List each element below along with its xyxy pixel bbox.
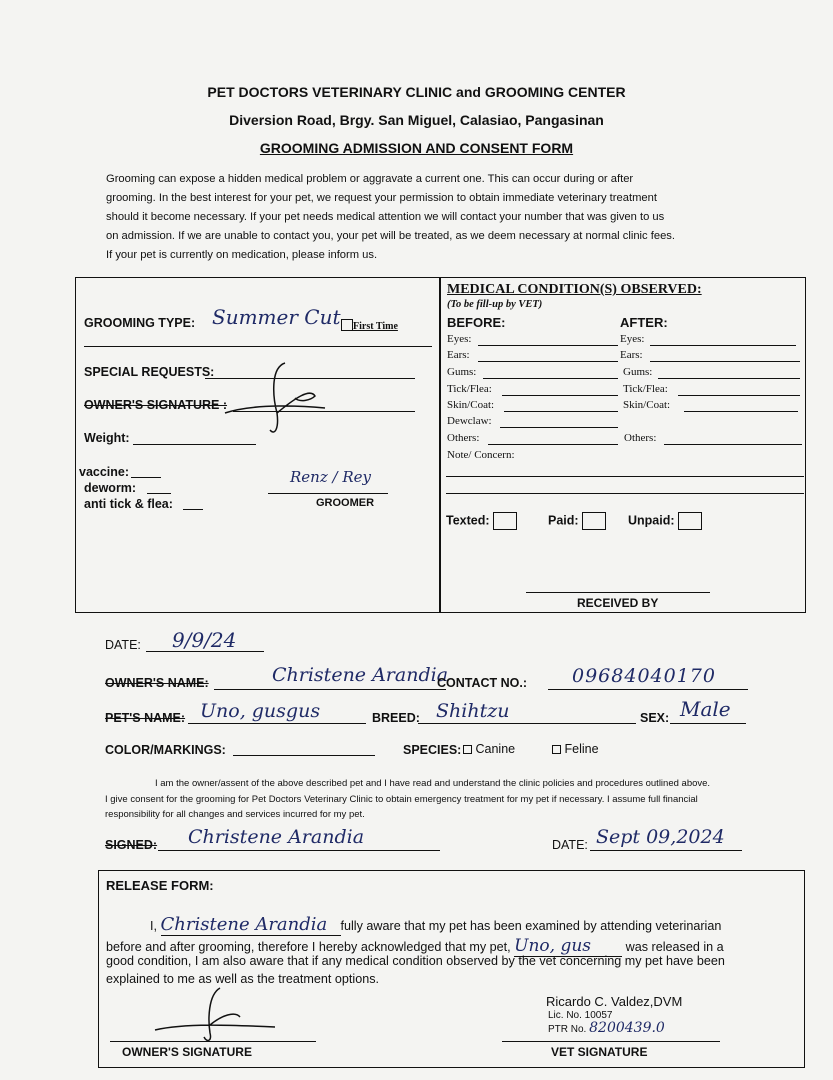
- breed-label: BREED:: [372, 711, 420, 725]
- special-requests-label: SPECIAL REQUESTS:: [84, 365, 215, 379]
- texted-label: Texted:: [446, 513, 490, 528]
- after-eyes-label: Eyes:: [620, 333, 645, 345]
- after-ears-label: Ears:: [620, 349, 643, 361]
- weight-label: Weight:: [84, 431, 130, 445]
- owner-signature-label: OWNER'S SIGNATURE :: [84, 398, 228, 412]
- signed-label: SIGNED:: [105, 838, 158, 852]
- note-line-1[interactable]: [446, 476, 804, 477]
- grooming-extra-line[interactable]: [84, 346, 432, 347]
- intro-line: on admission. If we are unable to contact you, your pet will be treated, as we deem necessary at normal clinic fees.: [106, 230, 675, 242]
- contact-label: CONTACT NO.:: [437, 676, 528, 690]
- intro-line: grooming. In the best interest for your pet, we request your permission to obtain immediate veterinary treatment: [106, 192, 657, 204]
- owner-signature-scribble: [215, 358, 330, 438]
- release-line-4: explained to me as well as the treatment options.: [106, 972, 380, 986]
- note-label: Note/ Concern:: [447, 449, 515, 461]
- before-ears-line[interactable]: [478, 361, 618, 362]
- release-i-label: I,: [150, 919, 157, 933]
- paid-option[interactable]: [548, 512, 606, 530]
- sex-label: SEX:: [640, 711, 670, 725]
- texted-checkbox[interactable]: [493, 512, 517, 530]
- after-skin-label: Skin/Coat:: [623, 399, 671, 411]
- owner-name-line[interactable]: [214, 689, 446, 690]
- signed-date-value: Sept 09,2024: [596, 826, 725, 848]
- release-owner-signature: [150, 985, 280, 1045]
- vet-name: Ricardo C. Valdez,DVM: [546, 994, 683, 1009]
- date-label: DATE:: [105, 638, 141, 652]
- consent-line-3: responsibility for all changes and services incurred for my pet.: [105, 809, 365, 820]
- vaccine-label: vaccine:: [79, 465, 130, 479]
- before-gums-line[interactable]: [483, 378, 618, 379]
- owner-signature-release-line[interactable]: [110, 1041, 316, 1042]
- unpaid-label: Unpaid:: [628, 513, 675, 528]
- after-tick-label: Tick/Flea:: [623, 383, 668, 395]
- vet-ptr-value: 8200439.0: [589, 1020, 665, 1036]
- clinic-name: PET DOCTORS VETERINARY CLINIC and GROOMING CENTER: [207, 84, 626, 100]
- deworm-line[interactable]: [147, 493, 171, 494]
- groomer-label: GROOMER: [316, 497, 375, 509]
- breed-line[interactable]: [418, 723, 636, 724]
- before-dewclaw-line[interactable]: [500, 427, 618, 428]
- unpaid-checkbox[interactable]: [678, 512, 702, 530]
- medical-title: MEDICAL CONDITION(S) OBSERVED:: [447, 282, 702, 297]
- owner-name-value: Christene Arandia: [272, 664, 449, 686]
- before-skin-line[interactable]: [504, 411, 618, 412]
- unpaid-option[interactable]: [628, 512, 702, 530]
- weight-line[interactable]: [133, 444, 256, 445]
- pet-name-label: PET'S NAME:: [105, 711, 186, 725]
- release-title: RELEASE FORM:: [106, 878, 214, 893]
- before-eyes-label: Eyes:: [447, 333, 472, 345]
- intro-paragraph: [106, 170, 756, 265]
- anti-tick-line[interactable]: [183, 509, 203, 510]
- release-line-3: good condition, I am also aware that if any medical condition observed by the vet concerning my pet have been: [106, 954, 725, 968]
- color-label: COLOR/MARKINGS:: [105, 743, 226, 757]
- feline-label: Feline: [564, 742, 599, 756]
- medical-subtitle: (To be fill-up by VET): [447, 299, 543, 310]
- vet-ptr: [548, 1020, 665, 1036]
- after-label: AFTER:: [620, 315, 668, 330]
- before-eyes-line[interactable]: [478, 345, 618, 346]
- after-eyes-line[interactable]: [650, 345, 796, 346]
- owner-name-label: OWNER'S NAME:: [105, 676, 209, 690]
- before-tick-label: Tick/Flea:: [447, 383, 492, 395]
- feline-checkbox[interactable]: [552, 745, 561, 754]
- signed-value: Christene Arandia: [188, 826, 365, 848]
- groomer-line[interactable]: [268, 493, 388, 494]
- vet-signature-line[interactable]: [502, 1041, 720, 1042]
- grooming-type-value[interactable]: Summer Cut: [212, 305, 341, 329]
- groomer-value: Renz / Rey: [290, 468, 371, 486]
- column-divider: [439, 277, 441, 613]
- before-others-label: Others:: [447, 432, 480, 444]
- intro-line: If your pet is currently on medication, please inform us.: [106, 249, 378, 261]
- release-name-value: Christene Arandia: [161, 914, 341, 936]
- vet-signature-label: VET SIGNATURE: [551, 1045, 648, 1059]
- species-label: SPECIES:: [403, 743, 462, 757]
- canine-option[interactable]: [463, 742, 515, 756]
- signed-line[interactable]: [158, 850, 440, 851]
- consent-line-1: I am the owner/assent of the above described pet and I have read and understand the clinic policies and procedures outlined above.: [155, 778, 711, 789]
- intro-line: Grooming can expose a hidden medical problem or aggravate a current one. This can occur during or after: [106, 173, 634, 185]
- after-others-line[interactable]: [664, 444, 802, 445]
- contact-value: 09684040170: [572, 665, 716, 687]
- feline-option[interactable]: [552, 742, 599, 756]
- note-line-2[interactable]: [446, 493, 804, 494]
- pet-name-value: Uno, gusgus: [200, 700, 321, 722]
- contact-line[interactable]: [548, 689, 748, 690]
- vaccine-line[interactable]: [131, 477, 161, 478]
- before-dewclaw-label: Dewclaw:: [447, 415, 492, 427]
- vet-license: Lic. No. 10057: [548, 1010, 613, 1021]
- release-line-2-start: before and after grooming, therefore I hereby acknowledged that my pet,: [106, 940, 511, 954]
- first-time-checkbox[interactable]: [341, 319, 353, 331]
- sex-line[interactable]: [670, 723, 746, 724]
- before-gums-label: Gums:: [447, 366, 477, 378]
- release-owner-signature-label: OWNER'S SIGNATURE: [122, 1045, 252, 1059]
- pet-name-line[interactable]: [188, 723, 366, 724]
- paid-checkbox[interactable]: [582, 512, 606, 530]
- form-title: GROOMING ADMISSION AND CONSENT FORM: [259, 140, 574, 156]
- before-skin-label: Skin/Coat:: [447, 399, 495, 411]
- after-gums-line[interactable]: [658, 378, 800, 379]
- after-ears-line[interactable]: [650, 361, 800, 362]
- after-gums-label: Gums:: [623, 366, 653, 378]
- after-others-label: Others:: [624, 432, 657, 444]
- intro-line: should it become necessary. If your pet needs medical attention we will contact your number that was given to us: [106, 211, 665, 223]
- paid-label: Paid:: [548, 513, 579, 528]
- grooming-type-label: GROOMING TYPE:: [84, 316, 196, 330]
- received-by-label: RECEIVED BY: [577, 596, 659, 610]
- release-line-1: [150, 914, 721, 936]
- first-time-label: First Time: [353, 321, 398, 332]
- before-others-line[interactable]: [488, 444, 618, 445]
- color-line[interactable]: [233, 755, 375, 756]
- before-label: BEFORE:: [447, 315, 506, 330]
- before-tick-line[interactable]: [502, 395, 618, 396]
- clinic-address: Diversion Road, Brgy. San Miguel, Calasiao, Pangasinan: [229, 112, 604, 128]
- breed-value: Shihtzu: [436, 700, 510, 722]
- release-pet-value: Uno, gus: [514, 936, 622, 957]
- sex-value: Male: [680, 697, 731, 721]
- release-line-2-end: was released in a: [625, 940, 724, 954]
- signed-date-line[interactable]: [590, 850, 742, 851]
- canine-checkbox[interactable]: [463, 745, 472, 754]
- before-ears-label: Ears:: [447, 349, 470, 361]
- after-skin-line[interactable]: [684, 411, 798, 412]
- after-tick-line[interactable]: [678, 395, 800, 396]
- deworm-label: deworm:: [84, 481, 137, 495]
- signed-date-label: DATE:: [552, 838, 588, 852]
- anti-tick-label: anti tick & flea:: [84, 497, 173, 511]
- canine-label: Canine: [475, 742, 516, 756]
- date-line[interactable]: [146, 651, 264, 652]
- release-line-1-text: fully aware that my pet has been examined by attending veterinarian: [340, 919, 722, 933]
- texted-option[interactable]: [446, 512, 517, 530]
- date-value: 9/9/24: [172, 628, 237, 652]
- first-time-option[interactable]: [341, 316, 398, 334]
- consent-line-2: I give consent for the grooming for Pet Doctors Veterinary Clinic to obtain emergency treatment for my pet if necessary. I assume full financial: [105, 794, 698, 805]
- received-by-line[interactable]: [526, 592, 710, 593]
- vet-ptr-label: PTR No.: [548, 1024, 587, 1035]
